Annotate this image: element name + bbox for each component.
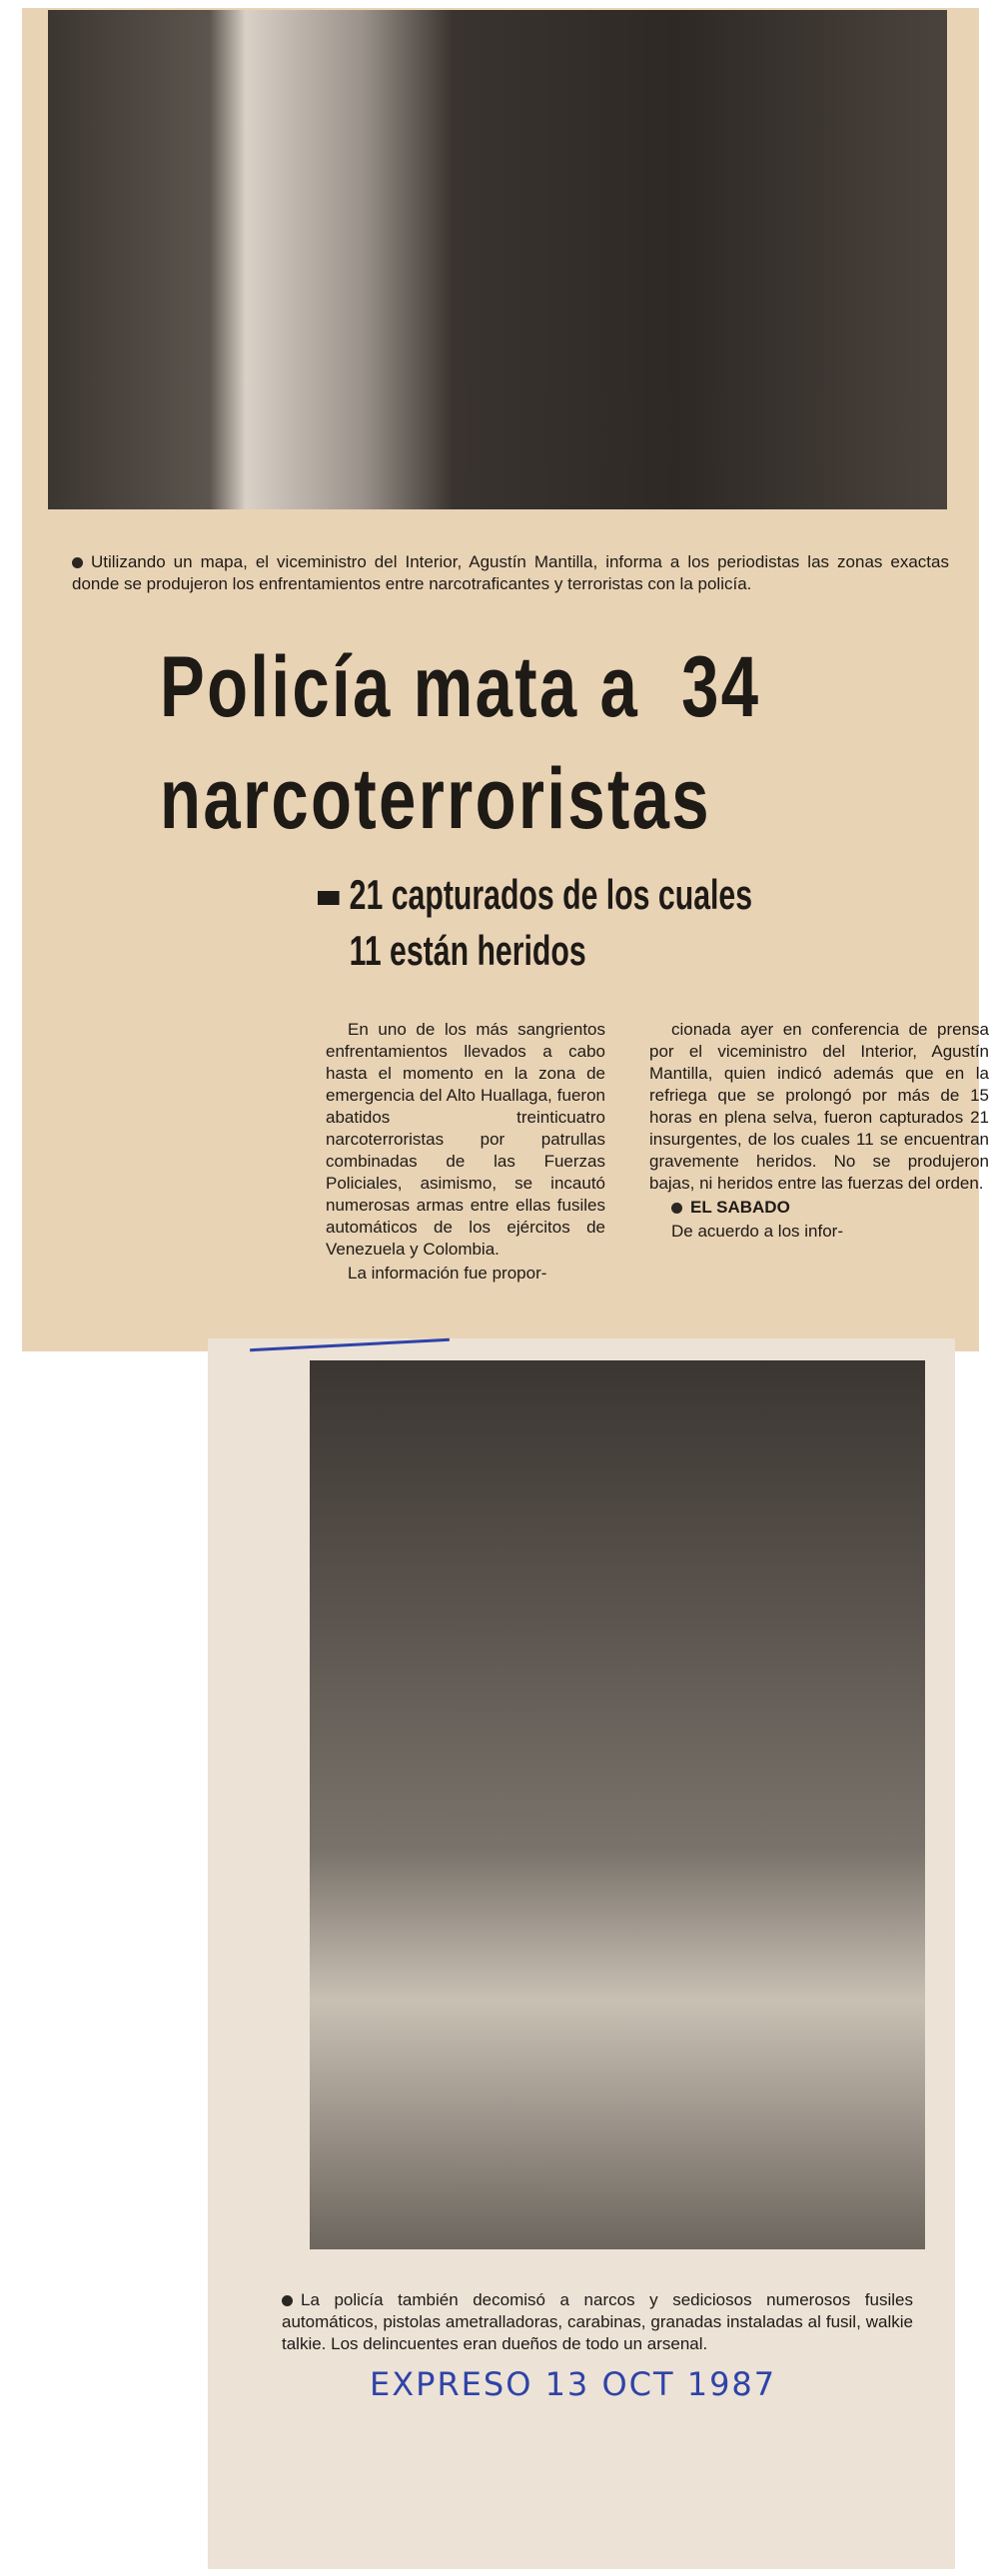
handwritten-source-note: EXPRESO 13 OCT 1987: [370, 2365, 777, 2403]
col1-paragraph-1: En uno de los más sangrientos enfrentamientos llevados a cabo hasta el momento en la zona de emergencia del Alto Huallaga, fueron abatidos treinticuatro narcoterroristas por patrullas combinadas de las Fuerzas Policiales, asimismo, se incautó numerosas armas entre ellas fusiles automáticos de los ejércitos de Venezuela y Colombia.: [326, 1020, 605, 1259]
headline: [160, 631, 783, 855]
col1-paragraph-2: La información fue propor-: [348, 1264, 547, 1283]
caption-top-text: Utilizando un mapa, el viceministro del Interior, Agustín Mantilla, informa a los periodistas las zonas exactas donde se produjeron los enfrentamientos entre narcotraficantes y terroristas con la policía.: [72, 552, 949, 593]
press-conference-photo: [48, 10, 947, 509]
bullet-icon: [282, 2295, 293, 2306]
photo-caption-top: [72, 551, 949, 595]
col2-paragraph-1: cionada ayer en conferencia de prensa por el viceministro del Interior, Agustín Mantilla, quien indicó además que en la refriega que se prolongó por más de 15 horas en plena selva, fueron capturados 21 insurgentes, de los cuales 11 se encuentran gravemente heridos. No se produjeron bajas, ni heridos entre las fuerzas del orden.: [649, 1020, 989, 1193]
subhead-line-1: 21 capturados de los cuales: [349, 871, 753, 918]
seized-weapons-photo: [310, 1360, 925, 2249]
section-heading: EL SABADO: [649, 1197, 989, 1219]
bar-icon: [318, 891, 340, 905]
bullet-icon: [72, 557, 83, 568]
caption-bottom-text: La policía también decomisó a narcos y sediciosos numerosos fusiles automáticos, pistolas ametralladoras, carabinas, granadas instaladas al fusil, walkie talkie. Los delincuentes eran dueños de todo un arsenal.: [282, 2290, 913, 2353]
bullet-icon: [671, 1203, 682, 1214]
article-column-2: [649, 1019, 989, 1245]
col2-paragraph-2: De acuerdo a los infor-: [671, 1222, 843, 1241]
headline-line-2: narcoterroristas: [160, 751, 711, 847]
subhead-line-2: 11 están heridos: [349, 927, 586, 974]
photo-caption-bottom: [282, 2289, 913, 2355]
subheadline: [318, 867, 752, 979]
article-column-1: [326, 1019, 605, 1287]
headline-line-1: Policía mata a 34: [160, 639, 761, 735]
